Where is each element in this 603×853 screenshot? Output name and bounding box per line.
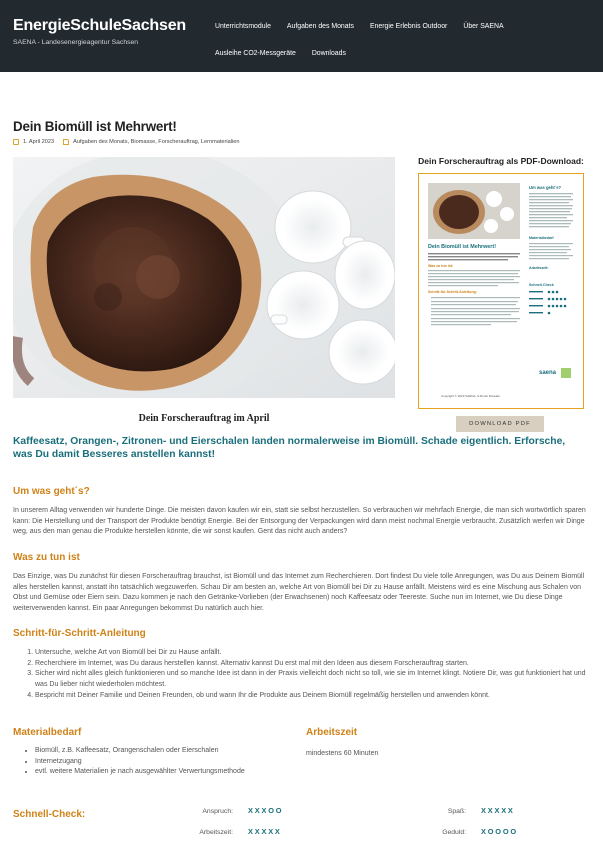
nav-item-aufgaben[interactable]: Aufgaben des Monats <box>286 23 354 30</box>
pdf-logo-text: saena <box>539 370 557 376</box>
nav-item-outdoor[interactable]: Energie Erlebnis Outdoor <box>369 23 448 30</box>
sidebar-title: Dein Forscherauftrag als PDF-Download: <box>418 156 584 166</box>
nav-item-co2-messgeraete[interactable]: Ausleihe CO2-Messgeräte <box>215 50 296 57</box>
material-item: • Internetzugang <box>35 757 283 768</box>
step-item: 3. Sicher wird nicht alles gleich funktionieren und so manche Idee ist dann in der Praxis vielleicht doch nicht so toll, wie sie im Internet klingt. Notiere Dir, was gut funktioniert hat und was Du lieber nicht wiederholen möchtest. <box>35 669 588 690</box>
pdf-arbeitszeit-heading: Arbeitszeit: <box>529 266 549 270</box>
section-was-text: Das Einzige, was Du zunächst für diesen Forscherauftrag brauchst, ist Biomüll und das Internet zum Recherchieren. Dort findest Du viele tolle Anregungen, was Du aus Deinem Biomüll alles herstellen kannst, anstatt ihn tatsächlich wegzuwerfen. Schau Dir am besten an, welche Art von Biomüll bei Dir zu Hause anfällt. Meistens wird es eine Mischung aus Schalen von Obst und Gemüse oder Eiern sein. Dazu kommen je nach den Getränke-Vorlieben (der Erwachsenen) noch Kaffeesatz oder Teereste. Suche nun im Internet, wie Du diese Dinge weiterverwenden kannst. Ein paar Anregungen bekommst Du natürlich auch hier. <box>13 573 585 612</box>
material-item: • evtl. weitere Materialien je nach ausgewählter Verwertungsmethode <box>35 767 283 778</box>
material-list <box>13 746 283 778</box>
check-label-arbeitszeit: Arbeitszeit: <box>199 829 233 836</box>
section-schnellcheck-heading: Schnell-Check: <box>13 809 86 820</box>
nav-item-ueber-saena[interactable]: Über SAENA <box>463 23 504 30</box>
post-title: Dein Biomüll ist Mehrwert! <box>13 119 177 134</box>
material-item: • Biomüll, z.B. Kaffeesatz, Orangenschalen oder Eierschalen <box>35 746 283 757</box>
intro-text: Kaffeesatz, Orangen-, Zitronen- und Eierschalen landen normalerweise im Biomüll. Schade eigentlich. Erforsche, was Du damit Besseres anstellen kannst! <box>13 436 566 461</box>
section-anleitung-heading: Schritt-für-Schritt-Anleitung <box>13 628 146 639</box>
check-rating-geduld: XOOOO <box>481 827 518 836</box>
hero-caption: Dein Forscherauftrag im April <box>138 413 270 424</box>
section-arbeitszeit-heading: Arbeitszeit <box>306 727 358 738</box>
section-worum-text: In unserem Alltag verwenden wir hunderte Dinge. Die meisten davon kaufen wir ein, statt sie selbst herzustellen. So verbrauchen wir mehrfach Energie, die man sich wortwörtlich sparen kann: Die Herstellung und der Transport der Produkte benötigt Energie. Bei der Entsorgung der Verpackungen wird dann meist nochmal Energie verbraucht. Zusätzlich werfen wir Dinge weg, aus den man genau die Produkte herstellen könnte, die wir sonst kaufen. Gent das nicht auch anders? <box>13 507 586 536</box>
step-item: 2. Recherchiere im Internet, was Du daraus herstellen kannst. Alternativ kannst Du erst mal mit den Ideen aus diesem Forscherauftrag starten. <box>35 659 588 670</box>
nav-item-unterrichtsmodule[interactable]: Unterrichtsmodule <box>215 23 271 30</box>
section-material-heading: Materialbedarf <box>13 727 82 738</box>
check-label-anspruch: Anspruch: <box>202 808 233 815</box>
pdf-preview[interactable] <box>418 173 584 409</box>
section-was-heading: Was zu tun ist <box>13 552 80 563</box>
check-rating-arbeitszeit: XXXXX <box>248 827 282 836</box>
pdf-footer: Copyright © 2023 SAENA, S-Druck Dresden <box>441 394 501 398</box>
arbeitszeit-value: mindestens 60 Minuten <box>306 750 379 757</box>
hero-image <box>13 157 395 398</box>
check-label-spass: Spaß: <box>447 808 466 815</box>
pdf-anleitung-heading: Schritt-für-Schritt-Anleitung: <box>428 290 477 294</box>
pdf-thumbnail <box>419 174 582 407</box>
pdf-was-heading: Was zu tun ist: <box>428 264 454 268</box>
step-item: 4. Bespricht mit Deiner Familie und Deinen Freunden, ob und wann Ihr die Produkte aus Deinem Biomüll regelmäßig herstellen und anwenden könnt. <box>35 691 588 702</box>
download-pdf-button[interactable]: DOWNLOAD PDF <box>456 416 544 432</box>
post-categories[interactable]: Aufgaben des Monats, Biomasse, Forscherauftrag, Lernmaterialien <box>73 139 240 145</box>
post-meta <box>13 138 239 146</box>
pdf-title: Dein Biomüll ist Mehrwert! <box>428 244 496 250</box>
steps-list <box>13 648 588 701</box>
main-nav <box>215 13 595 67</box>
site-tagline: SAENA - Landesenergieagentur Sachsen <box>13 39 139 46</box>
site-title[interactable]: EnergieSchuleSachsen <box>13 17 186 34</box>
post-date[interactable]: 1. April 2023 <box>23 139 55 145</box>
pdf-material-heading: Materialbedarf <box>529 236 554 240</box>
check-rating-spass: XXXXX <box>481 806 515 815</box>
section-worum-heading: Um was geht´s? <box>13 486 90 497</box>
calendar-icon <box>13 139 19 145</box>
pdf-schnell-heading: Schnell-Check <box>529 283 554 287</box>
site-header <box>0 0 603 72</box>
nav-item-downloads[interactable]: Downloads <box>311 50 346 57</box>
step-item: 1. Untersuche, welche Art von Biomüll bei Dir zu Hause anfällt. <box>35 648 588 659</box>
pdf-worum-heading: Um was geht´s? <box>529 185 562 190</box>
check-label-geduld: Geduld: <box>442 829 466 836</box>
folder-icon <box>63 139 69 145</box>
check-rating-anspruch: XXXOO <box>248 806 284 815</box>
coffee-filter-photo <box>13 157 395 398</box>
